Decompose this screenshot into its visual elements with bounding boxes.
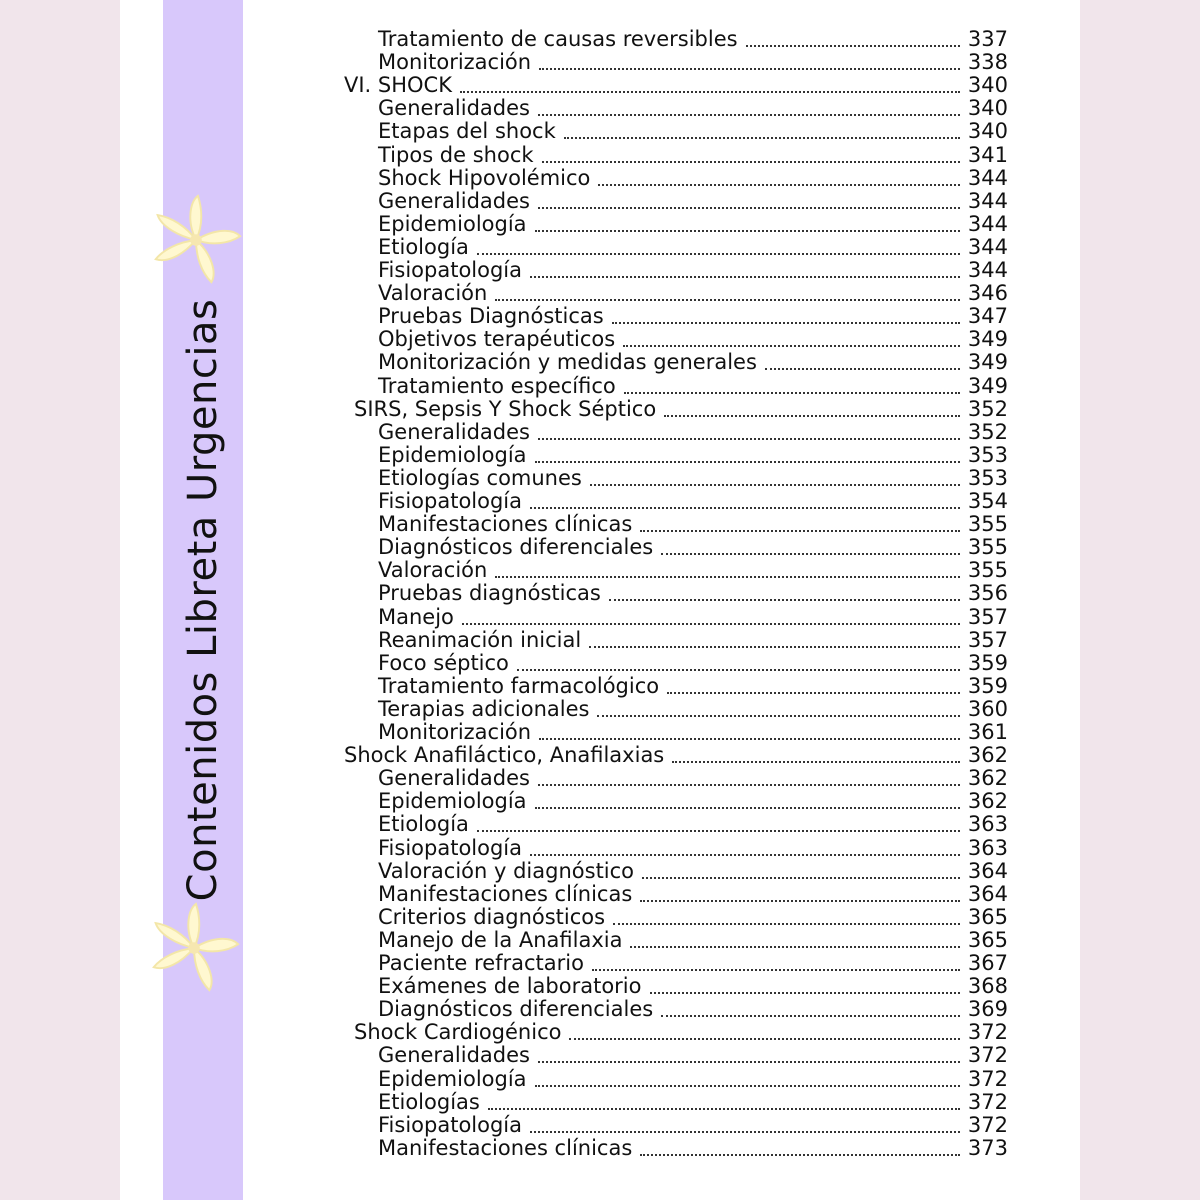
toc-leader-dots — [495, 576, 960, 578]
toc-leader-dots — [539, 68, 960, 70]
toc-leader-dots — [535, 807, 960, 809]
toc-entry-label: Tratamiento específico — [378, 373, 616, 398]
toc-entry — [378, 790, 1008, 813]
toc-entry-label: Shock Hipovolémico — [378, 165, 591, 190]
toc-leader-dots — [535, 461, 960, 463]
toc-entry — [378, 1137, 1008, 1160]
toc-leader-dots — [623, 345, 960, 347]
toc-entry-label: Paciente refractario — [378, 951, 584, 975]
toc-leader-dots — [538, 114, 960, 116]
toc-entry-page: 361 — [967, 720, 1008, 744]
toc-entry — [378, 305, 1008, 328]
toc-entry — [378, 860, 1008, 883]
toc-leader-dots — [535, 230, 960, 232]
toc-entry-page: 344 — [967, 211, 1008, 236]
toc-entry — [378, 975, 1008, 998]
toc-entry — [378, 1044, 1008, 1067]
toc-leader-dots — [517, 669, 960, 671]
toc-entry-label: Monitorización y medidas generales — [378, 350, 757, 375]
toc-entry-page: 340 — [967, 119, 1008, 144]
toc-leader-dots — [661, 553, 960, 555]
toc-leader-dots — [640, 900, 960, 902]
toc-entry — [378, 490, 1008, 513]
toc-entry-label: Epidemiología — [378, 442, 527, 467]
toc-entry — [378, 236, 1008, 259]
toc-leader-dots — [477, 830, 960, 832]
toc-entry-page: 340 — [967, 73, 1008, 98]
toc-entry-page: 369 — [967, 997, 1008, 1022]
toc-entry-label: Fisiopatología — [378, 1112, 523, 1137]
toc-entry-page: 357 — [967, 627, 1008, 652]
toc-entry — [378, 998, 1008, 1021]
toc-leader-dots — [495, 299, 960, 301]
toc-entry-label: Pruebas Diagnósticas — [378, 304, 604, 329]
toc-entry-label: Epidemiología — [378, 211, 527, 236]
toc-entry-label: Fisiopatología — [378, 489, 523, 513]
toc-entry-page: 362 — [967, 743, 1008, 768]
toc-entry-page: 349 — [967, 350, 1008, 375]
toc-entry-page: 362 — [967, 789, 1008, 814]
toc-entry-label: Epidemiología — [378, 789, 527, 814]
toc-entry-label: Generalidades — [378, 188, 530, 213]
toc-entry-label: Tratamiento farmacológico — [378, 673, 660, 698]
toc-leader-dots — [609, 599, 960, 601]
table-of-contents — [0, 28, 1200, 1188]
toc-leader-dots — [538, 1061, 960, 1063]
toc-leader-dots — [530, 507, 960, 509]
toc-entry-page: 356 — [967, 581, 1008, 606]
toc-leader-dots — [598, 184, 960, 186]
toc-entry-label: Valoración y diagnóstico — [378, 858, 635, 883]
toc-entry-page: 346 — [967, 281, 1008, 306]
toc-entry — [378, 467, 1008, 490]
toc-entry — [378, 513, 1008, 536]
toc-entry-label: Foco séptico — [378, 650, 509, 675]
toc-entry — [378, 282, 1008, 305]
toc-entry-label: Valoración — [378, 281, 488, 306]
toc-entry-label: Tipos de shock — [378, 142, 534, 167]
toc-entry-page: 368 — [967, 974, 1008, 999]
toc-entry-page: 355 — [967, 558, 1008, 583]
toc-entry-label: Monitorización — [378, 720, 532, 744]
toc-entry-label: Tratamiento de causas reversibles — [378, 27, 738, 51]
toc-entry-label: Etiología — [378, 812, 469, 837]
toc-entry-page: 372 — [967, 1089, 1008, 1114]
toc-leader-dots — [640, 1154, 960, 1156]
toc-leader-dots — [542, 161, 960, 163]
toc-entry-page: 340 — [967, 96, 1008, 121]
toc-entry — [378, 929, 1008, 952]
toc-entry — [378, 51, 1008, 74]
toc-entry-page: 337 — [967, 27, 1008, 51]
toc-entry — [378, 444, 1008, 467]
toc-entry-page: 344 — [967, 234, 1008, 259]
toc-leader-dots — [538, 784, 960, 786]
toc-entry-page: 349 — [967, 373, 1008, 398]
toc-entry-label: Exámenes de laboratorio — [378, 974, 642, 999]
toc-entry-label: Manejo de la Anafilaxia — [378, 927, 623, 952]
toc-entry-label: Criterios diagnósticos — [378, 904, 606, 929]
toc-entry-label: Monitorización — [378, 50, 532, 75]
toc-entry-page: 372 — [967, 1043, 1008, 1068]
toc-entry — [378, 952, 1008, 975]
toc-entry — [378, 375, 1008, 398]
toc-entry-page: 344 — [967, 165, 1008, 190]
toc-entry-label: Reanimación inicial — [378, 627, 582, 652]
toc-entry-page: 341 — [967, 142, 1008, 167]
toc-entry — [378, 767, 1008, 790]
toc-entry-page: 353 — [967, 465, 1008, 490]
toc-entry — [378, 259, 1008, 282]
toc-entry-label: Etiología — [378, 234, 469, 259]
toc-entry-page: 362 — [967, 766, 1008, 791]
toc-leader-dots — [661, 1015, 960, 1017]
toc-entry — [378, 629, 1008, 652]
toc-entry — [378, 652, 1008, 675]
toc-entry-label: SIRS, Sepsis Y Shock Séptico — [354, 396, 657, 421]
toc-entry-label: Diagnósticos diferenciales — [378, 997, 654, 1022]
toc-leader-dots — [530, 1131, 960, 1133]
toc-entry-label: Manejo — [378, 604, 454, 629]
toc-entry-label: Pruebas diagnósticas — [378, 581, 601, 606]
toc-entry-page: 359 — [967, 673, 1008, 698]
toc-entry-label: Generalidades — [378, 1043, 530, 1068]
toc-leader-dots — [590, 484, 960, 486]
toc-entry — [354, 398, 1008, 421]
toc-leader-dots — [642, 877, 960, 879]
toc-entry — [378, 351, 1008, 374]
toc-leader-dots — [530, 854, 960, 856]
toc-entry — [378, 698, 1008, 721]
toc-entry-page: 355 — [967, 535, 1008, 560]
toc-leader-dots — [538, 207, 960, 209]
toc-entry — [378, 213, 1008, 236]
toc-entry-label: Generalidades — [378, 766, 530, 791]
toc-leader-dots — [538, 438, 960, 440]
toc-leader-dots — [746, 45, 960, 47]
toc-entry — [378, 906, 1008, 929]
toc-leader-dots — [597, 715, 960, 717]
toc-entry-page: 360 — [967, 696, 1008, 721]
toc-entry-label: Fisiopatología — [378, 258, 523, 282]
toc-leader-dots — [539, 738, 960, 740]
toc-leader-dots — [613, 923, 960, 925]
toc-leader-dots — [650, 992, 961, 994]
toc-entry — [378, 675, 1008, 698]
toc-entry — [378, 120, 1008, 143]
toc-entry-label: Etiologías comunes — [378, 465, 582, 490]
toc-entry-page: 344 — [967, 188, 1008, 213]
toc-entry — [378, 721, 1008, 744]
toc-leader-dots — [672, 761, 960, 763]
toc-entry — [344, 744, 1008, 767]
toc-leader-dots — [530, 276, 960, 278]
toc-entry — [378, 883, 1008, 906]
toc-entry-page: 355 — [967, 512, 1008, 537]
toc-entry — [378, 606, 1008, 629]
toc-entry-label: Terapias adicionales — [378, 696, 590, 721]
toc-entry — [378, 167, 1008, 190]
toc-entry-label: Shock Cardiogénico — [354, 1020, 562, 1045]
toc-entry-page: 354 — [967, 489, 1008, 513]
toc-leader-dots — [592, 969, 960, 971]
toc-entry — [354, 1021, 1008, 1044]
toc-entry-page: 359 — [967, 650, 1008, 675]
toc-entry-label: Generalidades — [378, 96, 530, 121]
toc-entry-page: 373 — [967, 1135, 1008, 1160]
toc-entry-page: 347 — [967, 304, 1008, 329]
toc-entry — [378, 28, 1008, 51]
toc-entry-label: Epidemiología — [378, 1066, 527, 1091]
toc-entry — [344, 74, 1008, 97]
toc-entry-label: Shock Anafiláctico, Anafilaxias — [344, 743, 665, 768]
toc-leader-dots — [667, 692, 960, 694]
toc-entry — [378, 328, 1008, 351]
toc-leader-dots — [624, 392, 960, 394]
toc-entry — [378, 536, 1008, 559]
toc-entry — [378, 582, 1008, 605]
toc-entry-page: 357 — [967, 604, 1008, 629]
toc-leader-dots — [664, 415, 960, 417]
toc-entry-page: 363 — [967, 835, 1008, 860]
toc-leader-dots — [612, 322, 960, 324]
toc-entry-label: Objetivos terapéuticos — [378, 327, 616, 352]
toc-entry-page: 344 — [967, 258, 1008, 282]
toc-entry-label: VI. SHOCK — [344, 73, 452, 98]
toc-entry-label: Manifestaciones clínicas — [378, 1135, 633, 1160]
toc-entry-page: 365 — [967, 927, 1008, 952]
toc-entry-page: 364 — [967, 881, 1008, 906]
toc-entry-label: Diagnósticos diferenciales — [378, 535, 654, 560]
toc-entry — [378, 97, 1008, 120]
toc-entry-page: 363 — [967, 812, 1008, 837]
toc-entry — [378, 837, 1008, 860]
toc-leader-dots — [569, 1038, 960, 1040]
toc-entry-page: 353 — [967, 442, 1008, 467]
toc-entry-label: Fisiopatología — [378, 835, 523, 860]
toc-entry — [378, 421, 1008, 444]
toc-entry — [378, 1068, 1008, 1091]
toc-leader-dots — [535, 1085, 960, 1087]
toc-entry — [378, 559, 1008, 582]
toc-leader-dots — [488, 1108, 960, 1110]
toc-entry-page: 352 — [967, 419, 1008, 444]
toc-entry-page: 372 — [967, 1066, 1008, 1091]
toc-entry-page: 365 — [967, 904, 1008, 929]
toc-entry-page: 338 — [967, 50, 1008, 75]
toc-entry — [378, 144, 1008, 167]
toc-leader-dots — [589, 646, 960, 648]
toc-entry-page: 349 — [967, 327, 1008, 352]
toc-entry-label: Etiologías — [378, 1089, 480, 1114]
toc-entry-page: 372 — [967, 1020, 1008, 1045]
toc-leader-dots — [460, 91, 960, 93]
toc-leader-dots — [477, 253, 960, 255]
toc-entry-page: 372 — [967, 1112, 1008, 1137]
toc-leader-dots — [640, 530, 960, 532]
toc-entry-label: Valoración — [378, 558, 488, 583]
toc-entry — [378, 190, 1008, 213]
toc-entry — [378, 1091, 1008, 1114]
toc-entry-label: Manifestaciones clínicas — [378, 512, 633, 537]
toc-entry-page: 352 — [967, 396, 1008, 421]
toc-entry-page: 364 — [967, 858, 1008, 883]
toc-entry-label: Generalidades — [378, 419, 530, 444]
toc-entry-page: 367 — [967, 951, 1008, 975]
toc-leader-dots — [765, 368, 960, 370]
toc-entry — [378, 813, 1008, 836]
toc-entry-label: Etapas del shock — [378, 119, 556, 144]
toc-entry — [378, 1114, 1008, 1137]
sidebar-title: Contenidos Libreta Urgencias — [180, 298, 226, 902]
toc-leader-dots — [630, 946, 960, 948]
toc-leader-dots — [564, 137, 960, 139]
toc-entry-label: Manifestaciones clínicas — [378, 881, 633, 906]
toc-leader-dots — [462, 623, 960, 625]
